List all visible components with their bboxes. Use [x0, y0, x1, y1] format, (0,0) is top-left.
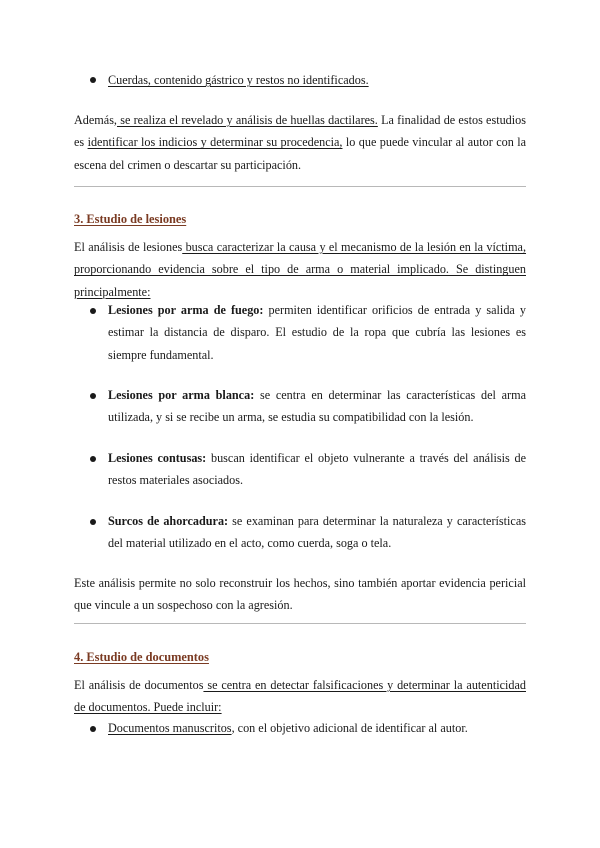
section-4-intro [74, 674, 526, 719]
underlined-run: se realiza el revelado y análisis de huellas dactilares. [116, 113, 378, 127]
text-run: El análisis de lesiones [74, 240, 183, 254]
underlined-run: busca caracterizar la causa y el mecanismo de la lesión en la víctima, proporcionando evidencia sobre el tipo de arma o material implicado. Se distinguen principalmente: [74, 240, 527, 299]
section-3-heading: 3. Estudio de lesiones [74, 212, 187, 226]
item-title: Lesiones por arma blanca: [108, 388, 255, 402]
item-title: Lesiones contusas: [108, 451, 207, 465]
list-item-arma-fuego [108, 299, 526, 366]
paragraph-huellas [74, 109, 526, 176]
item-text: se examinan para determinar la naturaleza y características del material utilizado en el acto, como cuerda, soga o tela. [108, 514, 526, 551]
item-title: Surcos de ahorcadura: [108, 514, 229, 528]
list-item-arma-blanca [108, 384, 526, 429]
list-item-manuscritos [108, 717, 526, 739]
bullet-dot [90, 519, 96, 525]
bullet-dot [90, 726, 96, 732]
bullet-dot [90, 308, 96, 314]
bullet-dot [90, 393, 96, 399]
bullet-dot [90, 456, 96, 462]
bullet-dot [90, 77, 96, 83]
text-run: Además, [74, 113, 117, 127]
text-run: lo que puede vincular al autor con la escena del crimen o descartar su participación. [74, 135, 527, 172]
section-3-intro [74, 236, 526, 303]
underlined-run: identificar los indicios y determinar su procedencia, [87, 135, 343, 150]
item-title: Lesiones por arma de fuego: [108, 303, 264, 317]
text-run: , con el objetivo adicional de identificar al autor. [231, 721, 468, 735]
text-run: El análisis de documentos [74, 678, 204, 692]
horizontal-rule [74, 623, 526, 624]
underlined-run: Documentos manuscritos [108, 721, 232, 735]
item-text: permiten identificar orificios de entrada y salida y estimar la distancia de disparo. El estudio de la ropa que cubría las lesiones es siempre fundamental. [108, 303, 526, 362]
item-text: se centra en determinar las características del arma utilizada, y si se recibe un arma, se estudia su compatibilidad con la lesión. [108, 388, 526, 425]
item-text: buscan identificar el objeto vulnerante a través del análisis de restos materiales asociados. [108, 451, 526, 488]
section-4-heading: 4. Estudio de documentos [74, 650, 209, 664]
section-3-closing: Este análisis permite no solo reconstruir los hechos, sino también aportar evidencia pericial que vincule a un sospechoso con la agresión. [74, 576, 526, 613]
list-item-text: Cuerdas, contenido gástrico y restos no identificados. [108, 73, 369, 87]
text-run: La finalidad de estos estudios es [74, 113, 526, 150]
list-item-ahorcadura [108, 510, 526, 555]
underlined-run: se centra en detectar falsificaciones y determinar la autenticidad de documentos. Puede incluir: [74, 678, 526, 715]
list-item-cuerdas [108, 69, 526, 91]
list-item-contusas [108, 447, 526, 492]
horizontal-rule [74, 186, 526, 187]
